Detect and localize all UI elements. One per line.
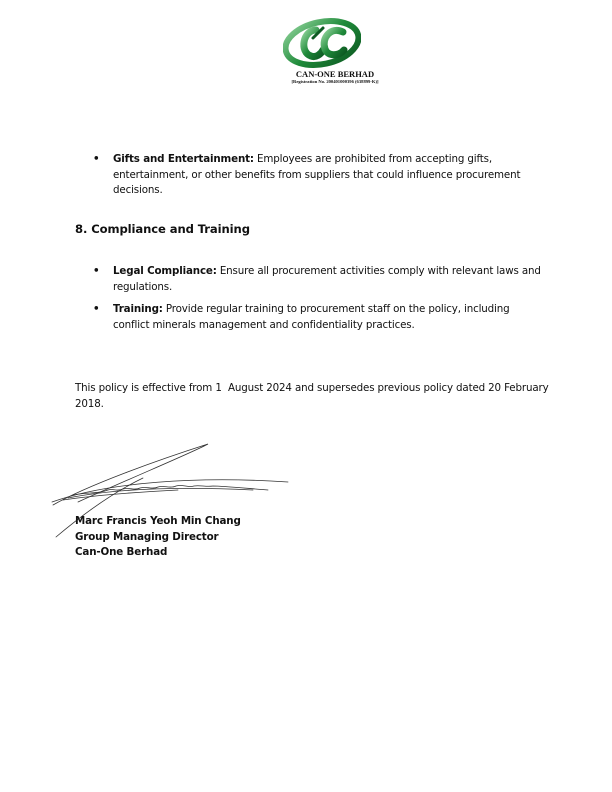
signatory-block <box>75 514 241 561</box>
bullet-text: Provide regular training to procurement staff on the policy, including conflict minerals management and confidentiality practices. <box>113 303 510 331</box>
section-heading: 8. Compliance and Training <box>75 222 250 236</box>
bullet-icon: • <box>93 303 100 315</box>
signatory-title: Group Managing Director <box>75 530 219 543</box>
bullet-icon: • <box>93 153 100 165</box>
bullet-text: Ensure all procurement activities comply with relevant laws and regulations. <box>113 265 541 293</box>
bullet-term: Training: <box>113 303 163 315</box>
bullet-legal-compliance <box>93 264 543 295</box>
company-name: CAN-ONE BERHAD <box>295 69 375 79</box>
bullet-term: Gifts and Entertainment: <box>113 153 254 165</box>
bullet-icon: • <box>93 265 100 277</box>
bullet-gifts-entertainment <box>93 152 543 199</box>
company-logo <box>283 16 361 68</box>
bullet-term: Legal Compliance: <box>113 265 217 277</box>
effective-statement: This policy is effective from 1 August 2024 and supersedes previous policy dated 20 February 2018. <box>75 382 552 410</box>
signatory-company: Can-One Berhad <box>75 546 168 558</box>
bullet-text: Employees are prohibited from accepting gifts, entertainment, or other benefits from suppliers that could influence procurement decisions. <box>113 153 521 196</box>
signatory-name: Marc Francis Yeoh Min Chang <box>75 515 241 527</box>
registration-number: [Registration No. 200401000396 (638899-K)] <box>291 79 379 84</box>
bullet-training <box>93 302 543 333</box>
